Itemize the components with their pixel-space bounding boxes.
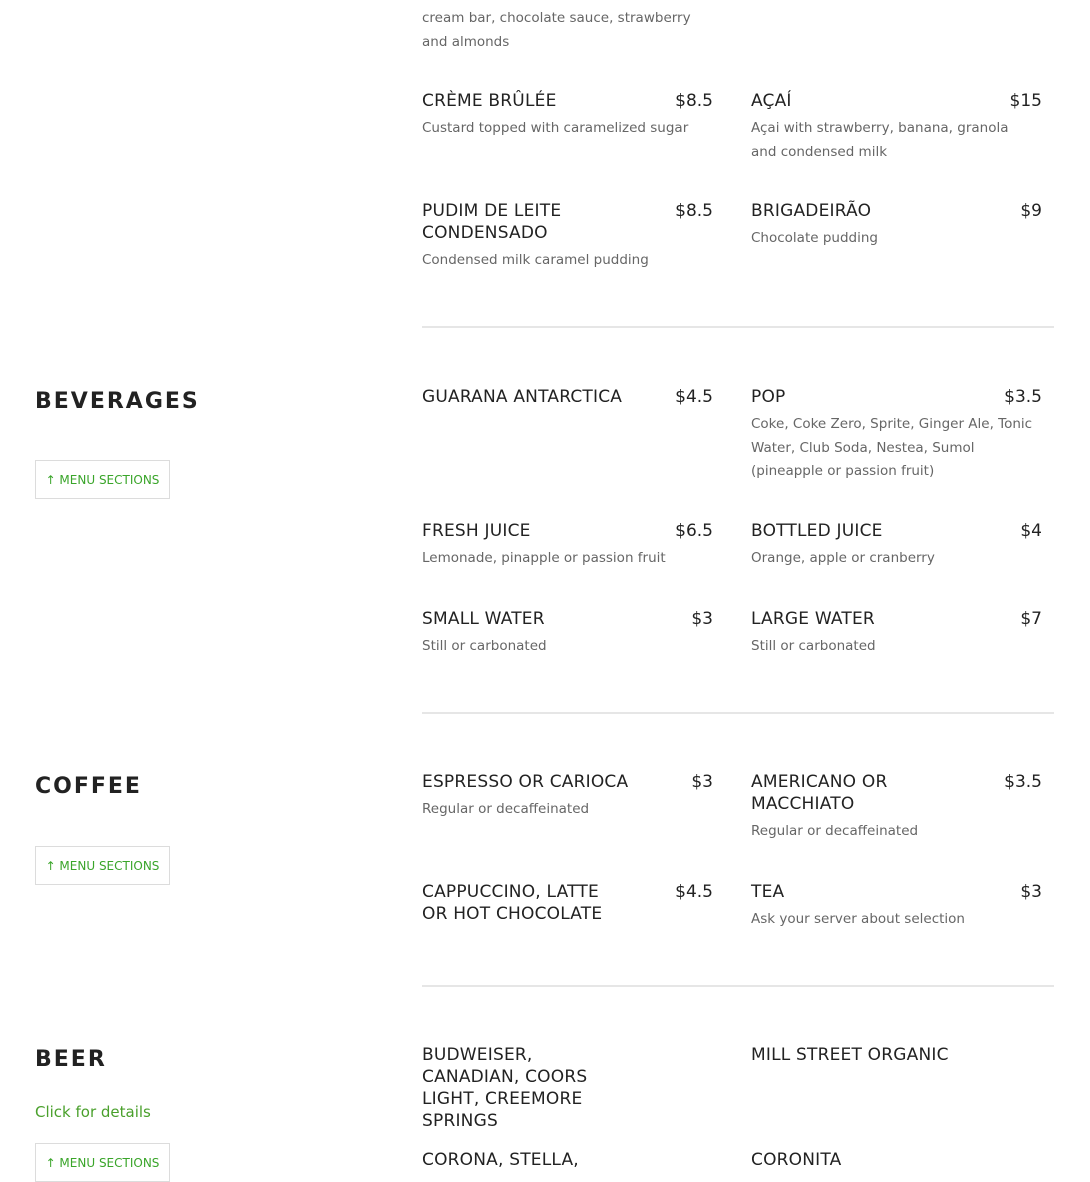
item-name: GUARANA ANTARCTICA xyxy=(422,387,623,407)
item-price: $15 xyxy=(1009,91,1042,111)
menu-item xyxy=(422,386,713,446)
section-divider xyxy=(422,326,1054,328)
item-description: Açai with strawberry, banana, granola and condensed milk xyxy=(751,120,1009,160)
menu-sections-button[interactable]: ↑ MENU SECTIONS xyxy=(35,1143,170,1182)
item-price: $3.5 xyxy=(1004,772,1042,792)
item-description: cream bar, chocolate sauce, strawberry and almonds xyxy=(422,10,691,50)
item-description: Chocolate pudding xyxy=(751,230,878,246)
menu-item xyxy=(751,771,1042,851)
menu-item xyxy=(422,200,713,280)
item-name: ESPRESSO OR CARIOCA xyxy=(422,772,629,792)
menu-item xyxy=(751,386,1042,486)
item-price: $4 xyxy=(1020,521,1042,541)
item-description: Ask your server about selection xyxy=(751,911,965,927)
item-description: Custard topped with caramelized sugar xyxy=(422,120,689,136)
item-price: $4.5 xyxy=(675,387,713,407)
item-price: $7 xyxy=(1020,609,1042,629)
item-price: $4.5 xyxy=(675,882,713,902)
item-price: $8.5 xyxy=(675,91,713,111)
item-description: Still or carbonated xyxy=(422,638,547,654)
menu-sections-button[interactable]: ↑ MENU SECTIONS xyxy=(35,846,170,885)
item-price: $8.5 xyxy=(675,201,713,221)
section-divider xyxy=(422,712,1054,714)
item-name: POP xyxy=(751,387,786,407)
item-name: AMERICANO OR MACCHIATO xyxy=(751,772,888,814)
item-description: Coke, Coke Zero, Sprite, Ginger Ale, Tonic Water, Club Soda, Nestea, Sumol (pineapple or passion fruit) xyxy=(751,416,1033,479)
menu-sections-button[interactable]: ↑ MENU SECTIONS xyxy=(35,460,170,499)
item-description: Regular or decaffeinated xyxy=(751,823,919,839)
item-name: CORONITA xyxy=(751,1150,842,1170)
menu-item xyxy=(751,200,1042,270)
item-price: $3 xyxy=(1020,882,1042,902)
section-title-coffee: COFFEE xyxy=(35,774,142,799)
item-name: LARGE WATER xyxy=(751,609,875,629)
menu-item xyxy=(751,90,1042,160)
section-title-beverages: BEVERAGES xyxy=(35,389,200,414)
click-for-details-link[interactable]: Click for details xyxy=(35,1103,151,1121)
item-name: SMALL WATER xyxy=(422,609,545,629)
item-name: CRÈME BRÛLÉE xyxy=(422,91,557,111)
item-description: Condensed milk caramel pudding xyxy=(422,252,649,268)
item-description: Orange, apple or cranberry xyxy=(751,550,935,566)
item-price: $3 xyxy=(691,772,713,792)
item-name: MILL STREET ORGANIC xyxy=(751,1045,949,1065)
item-name: AÇAÍ xyxy=(751,91,792,111)
menu-item xyxy=(751,1149,1042,1169)
item-name: FRESH JUICE xyxy=(422,521,531,541)
item-name: BUDWEISER, CANADIAN, COORS LIGHT, CREEMORE SPRINGS xyxy=(422,1045,588,1131)
menu-item xyxy=(422,881,713,941)
menu-item xyxy=(422,90,713,160)
item-description: Lemonade, pinapple or passion fruit xyxy=(422,550,666,566)
menu-item xyxy=(422,520,713,580)
item-description: Regular or decaffeinated xyxy=(422,801,590,817)
item-price: $6.5 xyxy=(675,521,713,541)
item-description: Still or carbonated xyxy=(751,638,876,654)
menu-item xyxy=(751,520,1042,580)
menu-item xyxy=(751,881,1042,941)
section-divider xyxy=(422,985,1054,987)
item-name: BOTTLED JUICE xyxy=(751,521,883,541)
item-name: CORONA, STELLA, xyxy=(422,1150,579,1170)
menu-item xyxy=(422,771,713,831)
item-name: BRIGADEIRÃO xyxy=(751,201,872,221)
menu-item xyxy=(422,608,713,668)
menu-item xyxy=(422,1149,713,1169)
menu-item xyxy=(751,608,1042,668)
item-name: TEA xyxy=(751,882,785,902)
item-price: $3 xyxy=(691,609,713,629)
section-title-beer: BEER xyxy=(35,1047,107,1072)
menu-item xyxy=(422,1044,713,1134)
menu-item xyxy=(751,1044,1042,1074)
item-name: PUDIM DE LEITE CONDENSADO xyxy=(422,201,562,243)
item-price: $9 xyxy=(1020,201,1042,221)
item-price: $3.5 xyxy=(1004,387,1042,407)
item-name: CAPPUCCINO, LATTE OR HOT CHOCOLATE xyxy=(422,882,603,924)
